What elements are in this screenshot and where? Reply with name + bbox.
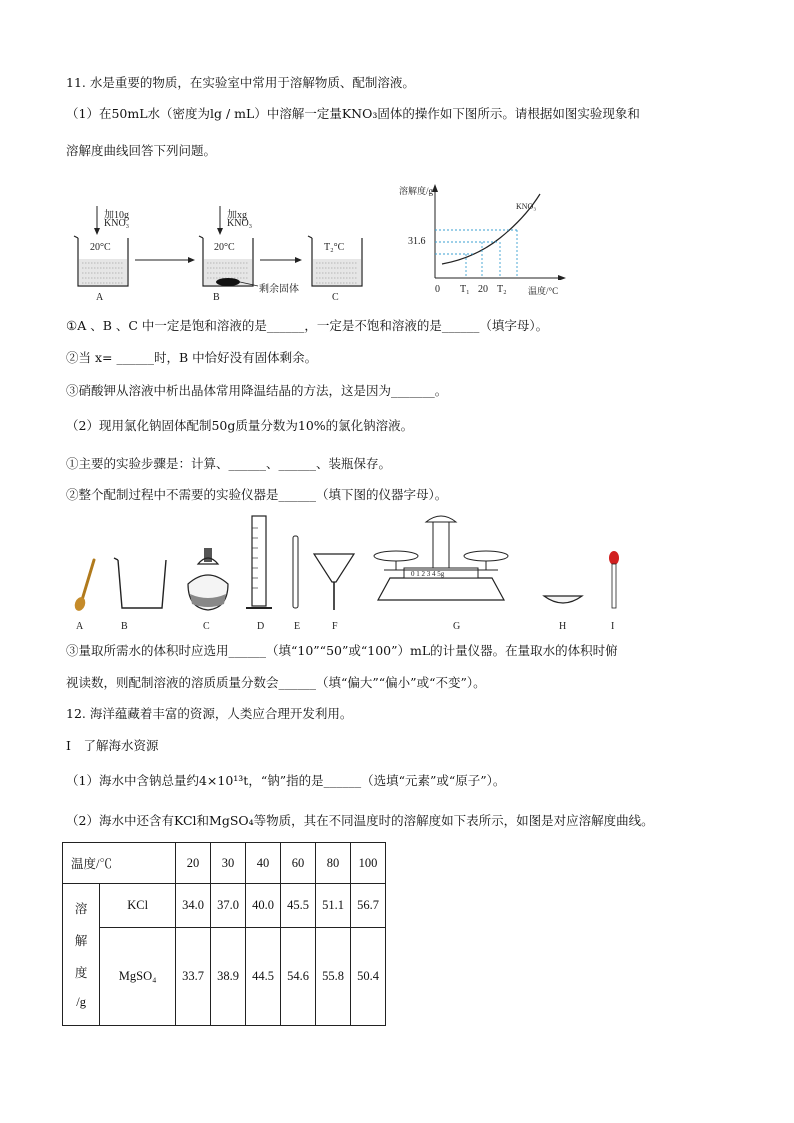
beaker-a-temp: 20°C <box>90 242 111 253</box>
beaker-b-temp: 20°C <box>214 242 235 253</box>
table-cell: 56.7 <box>351 884 386 928</box>
q12-section: Ⅰ 了解海水资源 <box>66 738 159 753</box>
table-cell: 54.6 <box>281 928 316 1026</box>
q11-p1-line2: 溶解度曲线回答下列问题。 <box>66 143 217 158</box>
beaker-icon <box>114 558 166 608</box>
q11-s5: ②整个配制过程中不需要的实验仪器是______（填下图的仪器字母）。 <box>66 487 448 502</box>
table-cell: 37.0 <box>211 884 246 928</box>
instr-label-c: C <box>203 621 210 632</box>
instruments-figure <box>66 508 636 618</box>
funnel-icon <box>314 554 354 610</box>
q11-s2: ②当 x= ______时，B 中恰好没有固体剩余。 <box>66 350 318 365</box>
curve-series-label: KNO₃ <box>516 202 537 211</box>
instr-label-b: B <box>121 621 128 632</box>
curve-y-tick: 31.6 <box>408 236 426 247</box>
table-cell: 40.0 <box>246 884 281 928</box>
table-temp: 30 <box>211 843 246 884</box>
q11-s3: ③硝酸钾从溶液中析出晶体常用降温结晶的方法，这是因为_______。 <box>66 383 448 398</box>
table-header-label: 温度/℃ <box>63 843 176 884</box>
table-temp: 80 <box>316 843 351 884</box>
table-temp: 40 <box>246 843 281 884</box>
table-cell: 44.5 <box>246 928 281 1026</box>
curve-ylabel: 溶解度/g <box>399 186 434 196</box>
instr-label-g: G <box>453 621 461 632</box>
graduated-cylinder-icon <box>246 516 272 608</box>
table-cell: 51.1 <box>316 884 351 928</box>
table-temp: 100 <box>351 843 386 884</box>
table-cell: 34.0 <box>176 884 211 928</box>
table-temp: 60 <box>281 843 316 884</box>
q12-title: 12. 海洋蕴藏着丰富的资源，人类应合理开发利用。 <box>66 706 353 721</box>
glass-rod-icon <box>293 536 298 608</box>
table-cell: 55.8 <box>316 928 351 1026</box>
q11-title: 11. 水是重要的物质，在实验室中常用于溶解物质、配制溶液。 <box>66 75 415 90</box>
q11-s6-line1: ③量取所需水的体积时应选用______（填“10”“50”或“100”）mL的计量仪器。在量取水的体积时俯 <box>66 643 618 658</box>
curve-x-tick-0: 0 <box>435 284 440 295</box>
curve-x-tick-t1: T₁ <box>460 284 470 295</box>
q12-p2: （2）海水中还含有KCl和MgSO₄等物质，其在不同温度时的溶解度如下表所示，如图是对应溶解度曲线。 <box>66 813 654 828</box>
curve-x-tick-20: 20 <box>478 284 488 295</box>
table-cell: 50.4 <box>351 928 386 1026</box>
spoon-icon <box>73 560 94 612</box>
instr-label-f: F <box>332 621 338 632</box>
balance-scale-icon <box>374 516 508 600</box>
table-cell: 38.9 <box>211 928 246 1026</box>
kno3-solubility-curve <box>420 180 570 280</box>
alcohol-lamp-icon <box>188 548 228 610</box>
instr-label-h: H <box>559 621 567 632</box>
q11-p2: （2）现用氯化钠固体配制50g质量分数为10%的氯化钠溶液。 <box>66 418 414 433</box>
arrow-b-label-2: KNO₃ <box>227 218 253 229</box>
arrow-a-label-1: 加10g <box>104 210 129 221</box>
curve-x-tick-t2: T₂ <box>497 284 507 295</box>
solubility-table <box>62 842 386 1026</box>
curve-xlabel: 温度/°C <box>528 286 559 296</box>
table-cell: 33.7 <box>176 928 211 1026</box>
beaker-label-c: C <box>332 292 339 303</box>
instr-label-e: E <box>294 621 301 632</box>
q11-s1: ①A 、B 、C 中一定是饱和溶液的是______，一定是不饱和溶液的是______（填字母）。 <box>66 318 549 333</box>
q11-s6-line2: 视读数，则配制溶液的溶质质量分数会______（填“偏大”“偏小”或“不变”）。 <box>66 675 486 690</box>
q11-s4: ①主要的实验步骤是：计算、______、______、装瓶保存。 <box>66 456 392 471</box>
dropper-icon <box>609 551 619 608</box>
instr-label-i: I <box>611 621 615 632</box>
table-temp: 20 <box>176 843 211 884</box>
beaker-c-temp: T₂°C <box>324 242 345 253</box>
table-cell: 45.5 <box>281 884 316 928</box>
beaker-label-a: A <box>96 292 104 303</box>
arrow-a-label-2: KNO₃ <box>104 218 130 229</box>
table-row-name: MgSO₄ <box>100 928 176 1026</box>
instr-label-d: D <box>257 621 265 632</box>
evaporating-dish-icon <box>544 596 582 603</box>
q12-p1: （1）海水中含钠总量约4×10¹³t，“钠”指的是______（选填“元素”或“原子”）。 <box>66 773 506 788</box>
balance-scale-text: 0 1 2 3 4 5g <box>411 570 445 578</box>
table-row-name: KCl <box>100 884 176 928</box>
arrow-b-label-1: 加xg <box>227 210 247 221</box>
residue-solid <box>216 278 240 286</box>
instr-label-a: A <box>76 621 84 632</box>
beaker-label-b: B <box>213 292 220 303</box>
residue-label: 剩余固体 <box>259 284 299 295</box>
table-side-label: 溶 解 度 /g <box>63 884 100 1026</box>
q11-p1-line1: （1）在50mL水（密度为lg / mL）中溶解一定量KNO₃固体的操作如下图所示。请根据如图实验现象和 <box>66 106 640 121</box>
